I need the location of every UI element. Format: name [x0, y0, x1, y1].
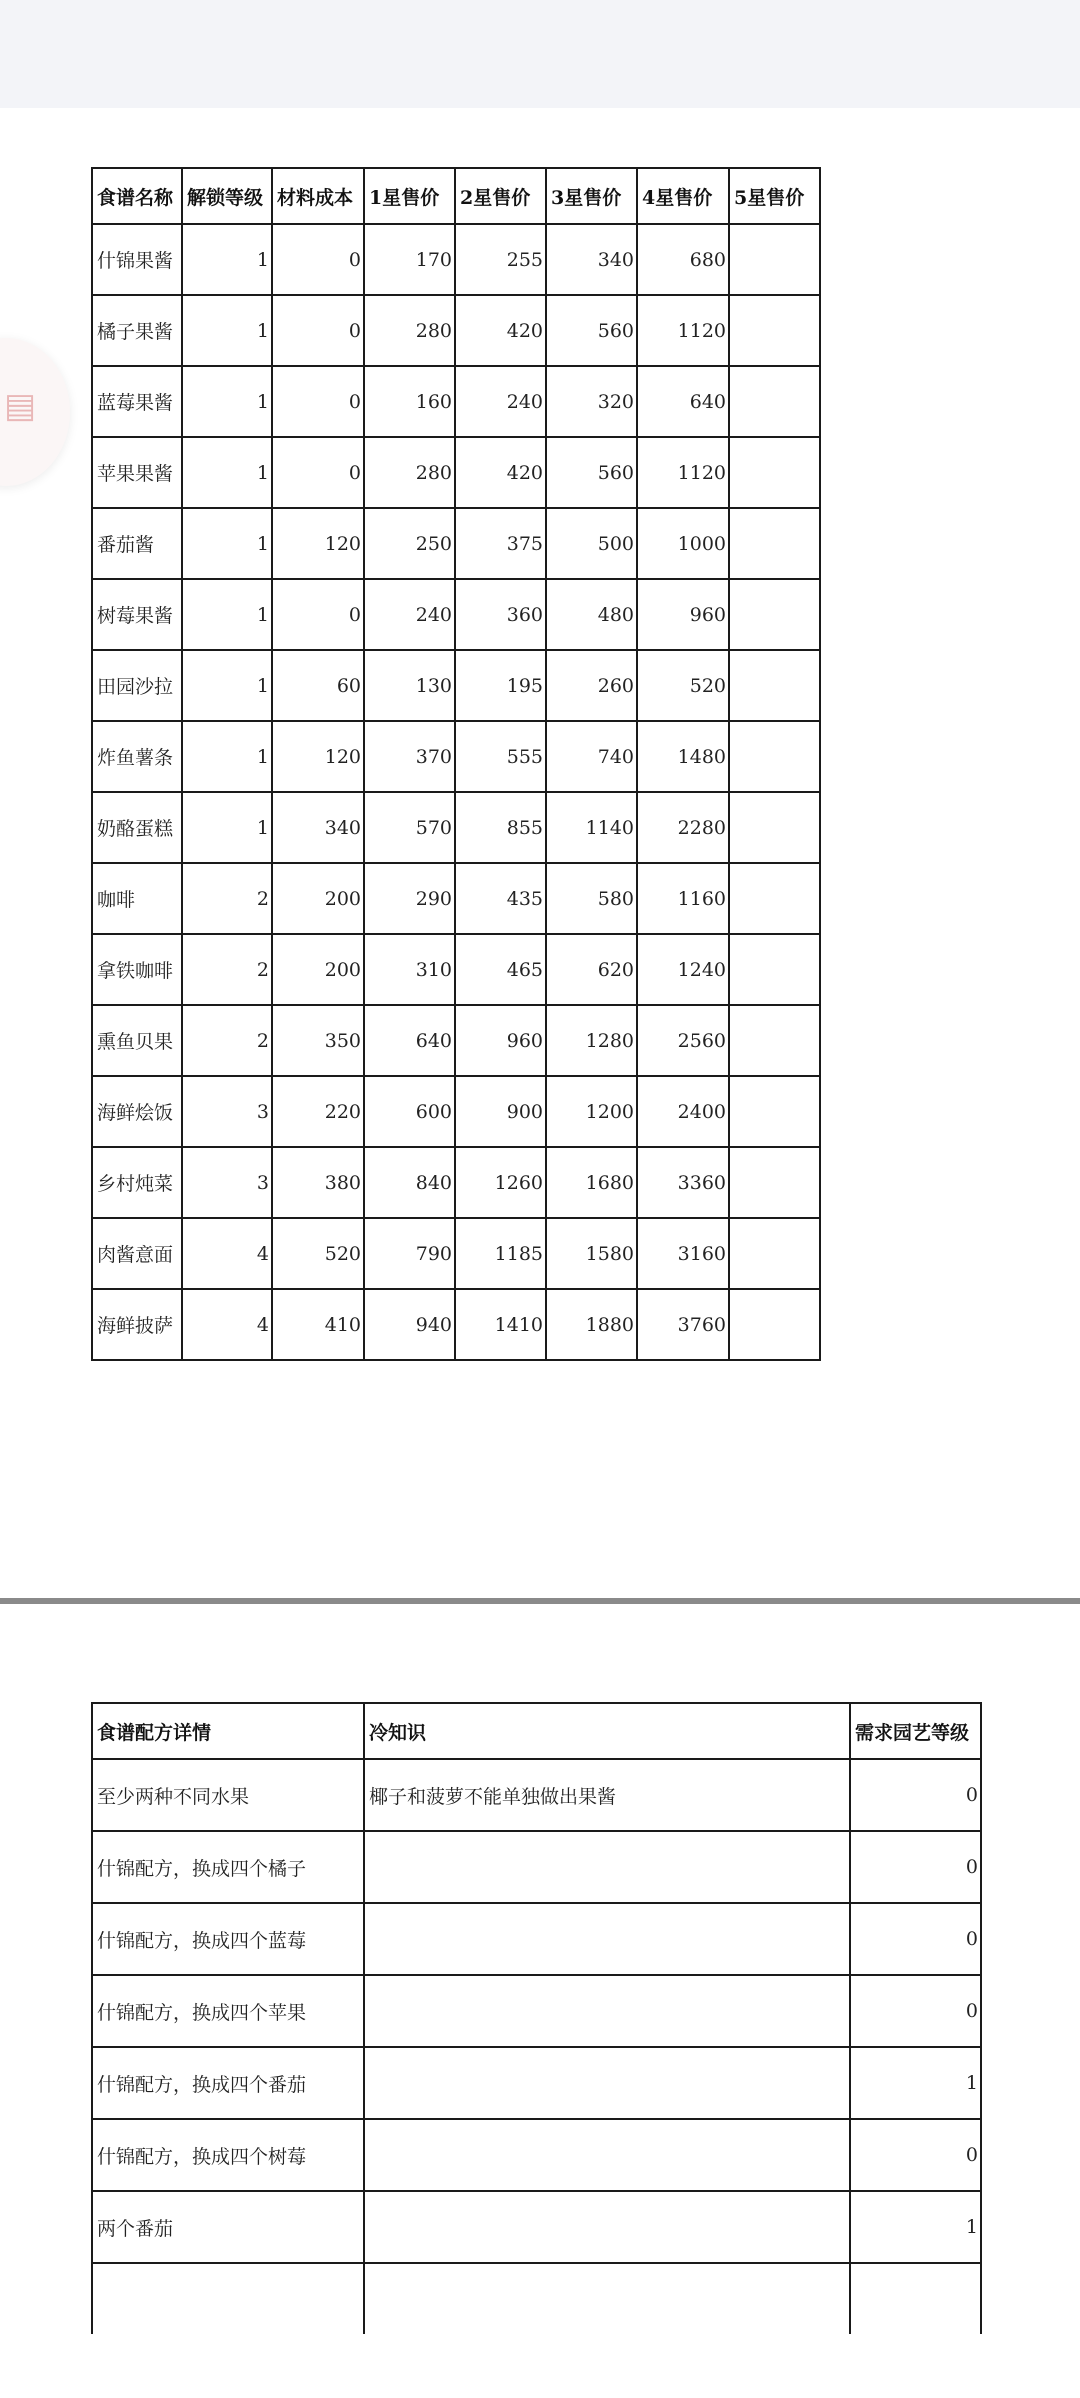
value-cell: 1480	[637, 721, 729, 792]
garden-level-cell: 0	[850, 1975, 981, 2047]
value-cell: 3	[182, 1147, 272, 1218]
table-row	[92, 295, 820, 366]
value-cell: 350	[272, 1005, 364, 1076]
value-cell: 0	[272, 579, 364, 650]
table-row	[92, 934, 820, 1005]
value-cell: 1	[182, 437, 272, 508]
value-cell: 960	[637, 579, 729, 650]
value-cell: 255	[455, 224, 546, 295]
header-cell: 冷知识	[364, 1703, 850, 1759]
value-cell: 320	[546, 366, 637, 437]
recipe-name-cell: 咖啡	[92, 863, 182, 934]
trivia-cell	[364, 2047, 850, 2119]
value-cell: 580	[546, 863, 637, 934]
trivia-cell: 椰子和菠萝不能单独做出果酱	[364, 1759, 850, 1831]
header-cell: 食谱名称	[92, 168, 182, 224]
table-row	[92, 579, 820, 650]
value-cell	[729, 508, 820, 579]
value-cell: 1	[182, 366, 272, 437]
empty-cell	[92, 2263, 364, 2334]
recipe-name-cell: 拿铁咖啡	[92, 934, 182, 1005]
header-cell: 材料成本	[272, 168, 364, 224]
value-cell: 420	[455, 437, 546, 508]
value-cell: 960	[455, 1005, 546, 1076]
value-cell: 840	[364, 1147, 455, 1218]
floating-note-button[interactable]	[0, 338, 70, 486]
value-cell	[729, 1147, 820, 1218]
table-row	[92, 1759, 981, 1831]
table-header-row	[92, 1703, 981, 1759]
table-row	[92, 650, 820, 721]
trivia-cell	[364, 1975, 850, 2047]
value-cell: 4	[182, 1218, 272, 1289]
value-cell: 435	[455, 863, 546, 934]
table-row	[92, 1005, 820, 1076]
table-row	[92, 437, 820, 508]
value-cell	[729, 1218, 820, 1289]
value-cell: 200	[272, 934, 364, 1005]
header-cell: 需求园艺等级	[850, 1703, 981, 1759]
value-cell: 3360	[637, 1147, 729, 1218]
value-cell: 520	[637, 650, 729, 721]
value-cell: 280	[364, 437, 455, 508]
value-cell: 855	[455, 792, 546, 863]
table-row-partial	[92, 2263, 981, 2334]
table-row	[92, 1903, 981, 1975]
value-cell: 600	[364, 1076, 455, 1147]
value-cell: 1	[182, 224, 272, 295]
value-cell: 120	[272, 508, 364, 579]
table-row	[92, 224, 820, 295]
table-row	[92, 1975, 981, 2047]
value-cell: 465	[455, 934, 546, 1005]
table-row	[92, 2191, 981, 2263]
header-cell: 食谱配方详情	[92, 1703, 364, 1759]
recipe-detail-cell: 什锦配方，换成四个苹果	[92, 1975, 364, 2047]
value-cell: 940	[364, 1289, 455, 1360]
value-cell: 280	[364, 295, 455, 366]
value-cell	[729, 792, 820, 863]
value-cell: 1160	[637, 863, 729, 934]
trivia-cell	[364, 2191, 850, 2263]
value-cell: 1	[182, 508, 272, 579]
recipe-name-cell: 蓝莓果酱	[92, 366, 182, 437]
value-cell: 360	[455, 579, 546, 650]
value-cell: 1410	[455, 1289, 546, 1360]
value-cell: 3	[182, 1076, 272, 1147]
value-cell: 60	[272, 650, 364, 721]
recipe-detail-cell: 什锦配方，换成四个蓝莓	[92, 1903, 364, 1975]
garden-level-cell: 1	[850, 2047, 981, 2119]
table-row	[92, 366, 820, 437]
recipe-name-cell: 田园沙拉	[92, 650, 182, 721]
table-row	[92, 1218, 820, 1289]
value-cell: 160	[364, 366, 455, 437]
trivia-cell	[364, 1831, 850, 1903]
value-cell: 375	[455, 508, 546, 579]
recipe-name-cell: 橘子果酱	[92, 295, 182, 366]
value-cell: 3760	[637, 1289, 729, 1360]
value-cell: 1120	[637, 295, 729, 366]
recipe-price-table	[91, 167, 821, 1361]
value-cell	[729, 366, 820, 437]
value-cell	[729, 295, 820, 366]
value-cell: 3160	[637, 1218, 729, 1289]
value-cell: 290	[364, 863, 455, 934]
empty-cell	[850, 2263, 981, 2334]
recipe-name-cell: 海鲜披萨	[92, 1289, 182, 1360]
recipe-detail-cell: 两个番茄	[92, 2191, 364, 2263]
table-row	[92, 792, 820, 863]
value-cell: 1240	[637, 934, 729, 1005]
value-cell: 900	[455, 1076, 546, 1147]
recipe-name-cell: 熏鱼贝果	[92, 1005, 182, 1076]
recipe-name-cell: 炸鱼薯条	[92, 721, 182, 792]
value-cell	[729, 863, 820, 934]
value-cell: 170	[364, 224, 455, 295]
garden-level-cell: 0	[850, 1831, 981, 1903]
value-cell: 120	[272, 721, 364, 792]
value-cell: 1	[182, 792, 272, 863]
recipe-detail-cell: 什锦配方，换成四个橘子	[92, 1831, 364, 1903]
value-cell	[729, 579, 820, 650]
header-cell: 2星售价	[455, 168, 546, 224]
header-cell: 4星售价	[637, 168, 729, 224]
value-cell	[729, 1005, 820, 1076]
value-cell: 195	[455, 650, 546, 721]
recipe-detail-cell: 什锦配方，换成四个番茄	[92, 2047, 364, 2119]
table-row	[92, 1289, 820, 1360]
recipe-detail-cell: 至少两种不同水果	[92, 1759, 364, 1831]
value-cell: 2	[182, 863, 272, 934]
value-cell: 640	[364, 1005, 455, 1076]
value-cell	[729, 934, 820, 1005]
value-cell: 1185	[455, 1218, 546, 1289]
trivia-cell	[364, 1903, 850, 1975]
value-cell: 130	[364, 650, 455, 721]
value-cell: 1580	[546, 1218, 637, 1289]
value-cell: 1	[182, 295, 272, 366]
recipe-name-cell: 树莓果酱	[92, 579, 182, 650]
value-cell: 420	[455, 295, 546, 366]
value-cell: 1000	[637, 508, 729, 579]
table-row	[92, 2047, 981, 2119]
value-cell	[729, 1076, 820, 1147]
value-cell	[729, 224, 820, 295]
value-cell: 1260	[455, 1147, 546, 1218]
table-header-row	[92, 168, 820, 224]
value-cell: 240	[364, 579, 455, 650]
table-row	[92, 2119, 981, 2191]
value-cell: 240	[455, 366, 546, 437]
table-row	[92, 1076, 820, 1147]
recipe-name-cell: 苹果果酱	[92, 437, 182, 508]
recipe-name-cell: 奶酪蛋糕	[92, 792, 182, 863]
value-cell: 200	[272, 863, 364, 934]
value-cell	[729, 1289, 820, 1360]
recipe-details-table	[91, 1702, 982, 2334]
value-cell: 2	[182, 934, 272, 1005]
value-cell: 410	[272, 1289, 364, 1360]
recipe-name-cell: 海鲜烩饭	[92, 1076, 182, 1147]
recipe-name-cell: 番茄酱	[92, 508, 182, 579]
garden-level-cell: 0	[850, 1759, 981, 1831]
value-cell: 1200	[546, 1076, 637, 1147]
table-row	[92, 1831, 981, 1903]
value-cell: 680	[637, 224, 729, 295]
table-row	[92, 863, 820, 934]
table-row	[92, 1147, 820, 1218]
recipe-name-cell: 肉酱意面	[92, 1218, 182, 1289]
garden-level-cell: 0	[850, 2119, 981, 2191]
value-cell: 340	[546, 224, 637, 295]
header-cell: 5星售价	[729, 168, 820, 224]
value-cell: 2	[182, 1005, 272, 1076]
value-cell: 1120	[637, 437, 729, 508]
value-cell: 1	[182, 579, 272, 650]
table-row	[92, 721, 820, 792]
value-cell: 1680	[546, 1147, 637, 1218]
value-cell: 1140	[546, 792, 637, 863]
table-row	[92, 508, 820, 579]
value-cell: 620	[546, 934, 637, 1005]
value-cell: 640	[637, 366, 729, 437]
value-cell: 0	[272, 224, 364, 295]
garden-level-cell: 1	[850, 2191, 981, 2263]
header-cell: 1星售价	[364, 168, 455, 224]
empty-cell	[364, 2263, 850, 2334]
value-cell: 0	[272, 295, 364, 366]
value-cell: 560	[546, 295, 637, 366]
header-cell: 3星售价	[546, 168, 637, 224]
value-cell: 570	[364, 792, 455, 863]
header-cell: 解锁等级	[182, 168, 272, 224]
value-cell: 2400	[637, 1076, 729, 1147]
value-cell: 555	[455, 721, 546, 792]
recipe-name-cell: 什锦果酱	[92, 224, 182, 295]
section-divider	[0, 1598, 1080, 1604]
value-cell: 500	[546, 508, 637, 579]
value-cell: 250	[364, 508, 455, 579]
value-cell: 0	[272, 437, 364, 508]
value-cell: 370	[364, 721, 455, 792]
value-cell: 4	[182, 1289, 272, 1360]
value-cell: 1	[182, 650, 272, 721]
value-cell: 790	[364, 1218, 455, 1289]
garden-level-cell: 0	[850, 1903, 981, 1975]
value-cell: 310	[364, 934, 455, 1005]
value-cell: 380	[272, 1147, 364, 1218]
value-cell: 740	[546, 721, 637, 792]
value-cell	[729, 437, 820, 508]
recipe-detail-cell: 什锦配方，换成四个树莓	[92, 2119, 364, 2191]
value-cell: 520	[272, 1218, 364, 1289]
value-cell: 340	[272, 792, 364, 863]
value-cell: 220	[272, 1076, 364, 1147]
value-cell: 560	[546, 437, 637, 508]
value-cell: 480	[546, 579, 637, 650]
value-cell: 260	[546, 650, 637, 721]
value-cell: 1	[182, 721, 272, 792]
note-icon: ▤	[4, 386, 37, 426]
value-cell	[729, 721, 820, 792]
top-bar	[0, 0, 1080, 108]
value-cell: 2560	[637, 1005, 729, 1076]
value-cell: 1880	[546, 1289, 637, 1360]
value-cell: 0	[272, 366, 364, 437]
value-cell: 1280	[546, 1005, 637, 1076]
value-cell: 2280	[637, 792, 729, 863]
value-cell	[729, 650, 820, 721]
trivia-cell	[364, 2119, 850, 2191]
recipe-name-cell: 乡村炖菜	[92, 1147, 182, 1218]
